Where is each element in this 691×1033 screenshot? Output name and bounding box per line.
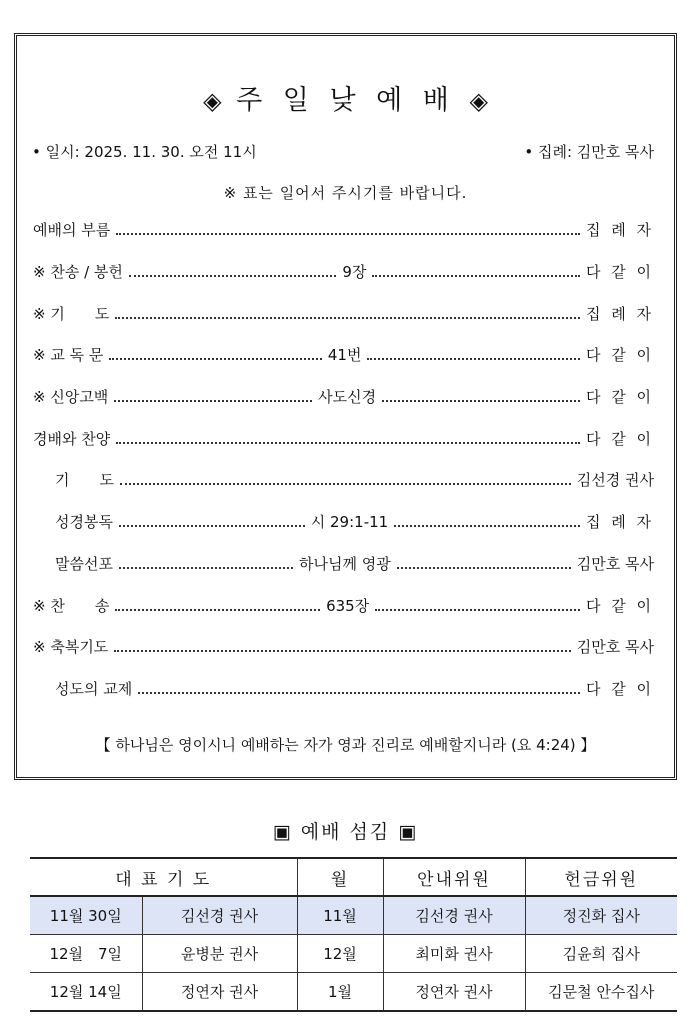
- order-leader-name: 다 같 이: [585, 388, 654, 406]
- dot-leader: [116, 428, 580, 444]
- header-month: 월: [297, 858, 383, 896]
- dot-leader: [120, 469, 571, 485]
- order-row: [55, 511, 654, 533]
- duty-table: [30, 857, 677, 1012]
- order-row: [33, 428, 654, 450]
- dot-leader: [114, 386, 312, 402]
- order-leader-name: 집 례 자: [585, 305, 654, 323]
- order-leader-name: 집 례 자: [585, 513, 654, 531]
- title-text: 주 일 낮 예 배: [236, 85, 455, 116]
- order-label: 말씀선포: [55, 555, 113, 573]
- order-row: [55, 469, 654, 491]
- prayer-date: 12월 14일: [30, 973, 142, 1012]
- order-label: 성도의 교제: [55, 680, 133, 698]
- dot-leader: [109, 344, 322, 360]
- order-label: ※ 기 도: [33, 305, 110, 323]
- prayer-person: 정연자 권사: [142, 973, 297, 1012]
- dot-leader: [382, 386, 580, 402]
- table-header-row: [30, 858, 677, 896]
- header-prayer: 대 표 기 도: [30, 858, 297, 896]
- order-detail: 635장: [326, 597, 370, 615]
- prayer-person: 윤병분 권사: [142, 935, 297, 973]
- dot-leader: [129, 261, 337, 277]
- prayer-date: 12월 7일: [30, 935, 142, 973]
- scripture-verse: 【 하나님은 영이시니 예배하는 자가 영과 진리로 예배할지니라 (요 4:24) 】: [95, 736, 596, 754]
- order-leader-name: 김선경 권사: [576, 471, 654, 489]
- prayer-person: 김선경 권사: [142, 896, 297, 935]
- order-row: [33, 219, 654, 241]
- dot-leader: [115, 595, 320, 611]
- order-label: ※ 찬송 / 봉헌: [33, 263, 123, 281]
- service-officiant: • 집례: 김만호 목사: [524, 143, 654, 161]
- order-label: ※ 축복기도: [33, 638, 109, 656]
- order-detail: 하나님께 영광: [299, 555, 391, 573]
- order-row: [33, 261, 654, 283]
- order-row: [33, 386, 654, 408]
- dot-leader: [394, 511, 580, 527]
- order-label: 성경봉독: [55, 513, 113, 531]
- service-info: [32, 141, 654, 162]
- dot-leader: [372, 261, 580, 277]
- table-row: [30, 896, 677, 935]
- order-label: ※ 찬 송: [33, 597, 110, 615]
- dot-leader: [114, 636, 570, 652]
- standing-notice: ※ 표는 일어서 주시기를 바랍니다.: [223, 184, 468, 202]
- dot-leader: [116, 219, 580, 235]
- month-cell: 11월: [297, 896, 383, 935]
- header-usher: 안내위원: [383, 858, 525, 896]
- month-cell: 12월: [297, 935, 383, 973]
- diamond-icon: ◈: [469, 87, 488, 115]
- order-row: [33, 595, 654, 617]
- service-datetime: • 일시: 2025. 11. 30. 오전 11시: [32, 143, 257, 161]
- order-detail: 사도신경: [318, 388, 377, 406]
- dot-leader: [375, 595, 580, 611]
- duty-section-title: ▣ 예배 섬김 ▣: [272, 821, 419, 843]
- order-leader-name: 김만호 목사: [576, 638, 654, 656]
- order-leader-name: 다 같 이: [585, 430, 654, 448]
- order-detail: 41번: [327, 346, 362, 364]
- order-detail: 시 29:1-11: [310, 513, 389, 531]
- dot-leader: [397, 553, 571, 569]
- order-leader-name: 다 같 이: [585, 346, 654, 364]
- offering-cell: 김윤희 집사: [525, 935, 677, 973]
- usher-cell: 김선경 권사: [383, 896, 525, 935]
- order-row: [55, 553, 654, 575]
- order-label: 예배의 부름: [33, 221, 111, 239]
- dot-leader: [138, 678, 580, 694]
- order-detail: 9장: [342, 263, 367, 281]
- order-label: 기 도: [55, 471, 114, 489]
- dot-leader: [115, 303, 580, 319]
- page-title: [0, 78, 691, 117]
- order-row: [33, 303, 654, 325]
- order-label: ※ 신앙고백: [33, 388, 109, 406]
- header-offering: 헌금위원: [525, 858, 677, 896]
- dot-leader: [119, 511, 305, 527]
- dot-leader: [367, 344, 580, 360]
- table-row: [30, 973, 677, 1012]
- order-leader-name: 다 같 이: [585, 597, 654, 615]
- order-row: [33, 636, 654, 658]
- order-row: [33, 344, 654, 366]
- order-row: [55, 678, 654, 700]
- usher-cell: 최미화 권사: [383, 935, 525, 973]
- prayer-date: 11월 30일: [30, 896, 142, 935]
- order-leader-name: 다 같 이: [585, 680, 654, 698]
- dot-leader: [119, 553, 293, 569]
- table-row: [30, 935, 677, 973]
- usher-cell: 정연자 권사: [383, 973, 525, 1012]
- offering-cell: 김문철 안수집사: [525, 973, 677, 1012]
- order-leader-name: 다 같 이: [586, 263, 655, 281]
- offering-cell: 정진화 집사: [525, 896, 677, 935]
- order-label: ※ 교 독 문: [33, 346, 104, 364]
- order-leader-name: 집 례 자: [585, 221, 654, 239]
- diamond-icon: ◈: [203, 87, 222, 115]
- order-label: 경배와 찬양: [33, 430, 111, 448]
- month-cell: 1월: [297, 973, 383, 1012]
- order-leader-name: 김만호 목사: [576, 555, 654, 573]
